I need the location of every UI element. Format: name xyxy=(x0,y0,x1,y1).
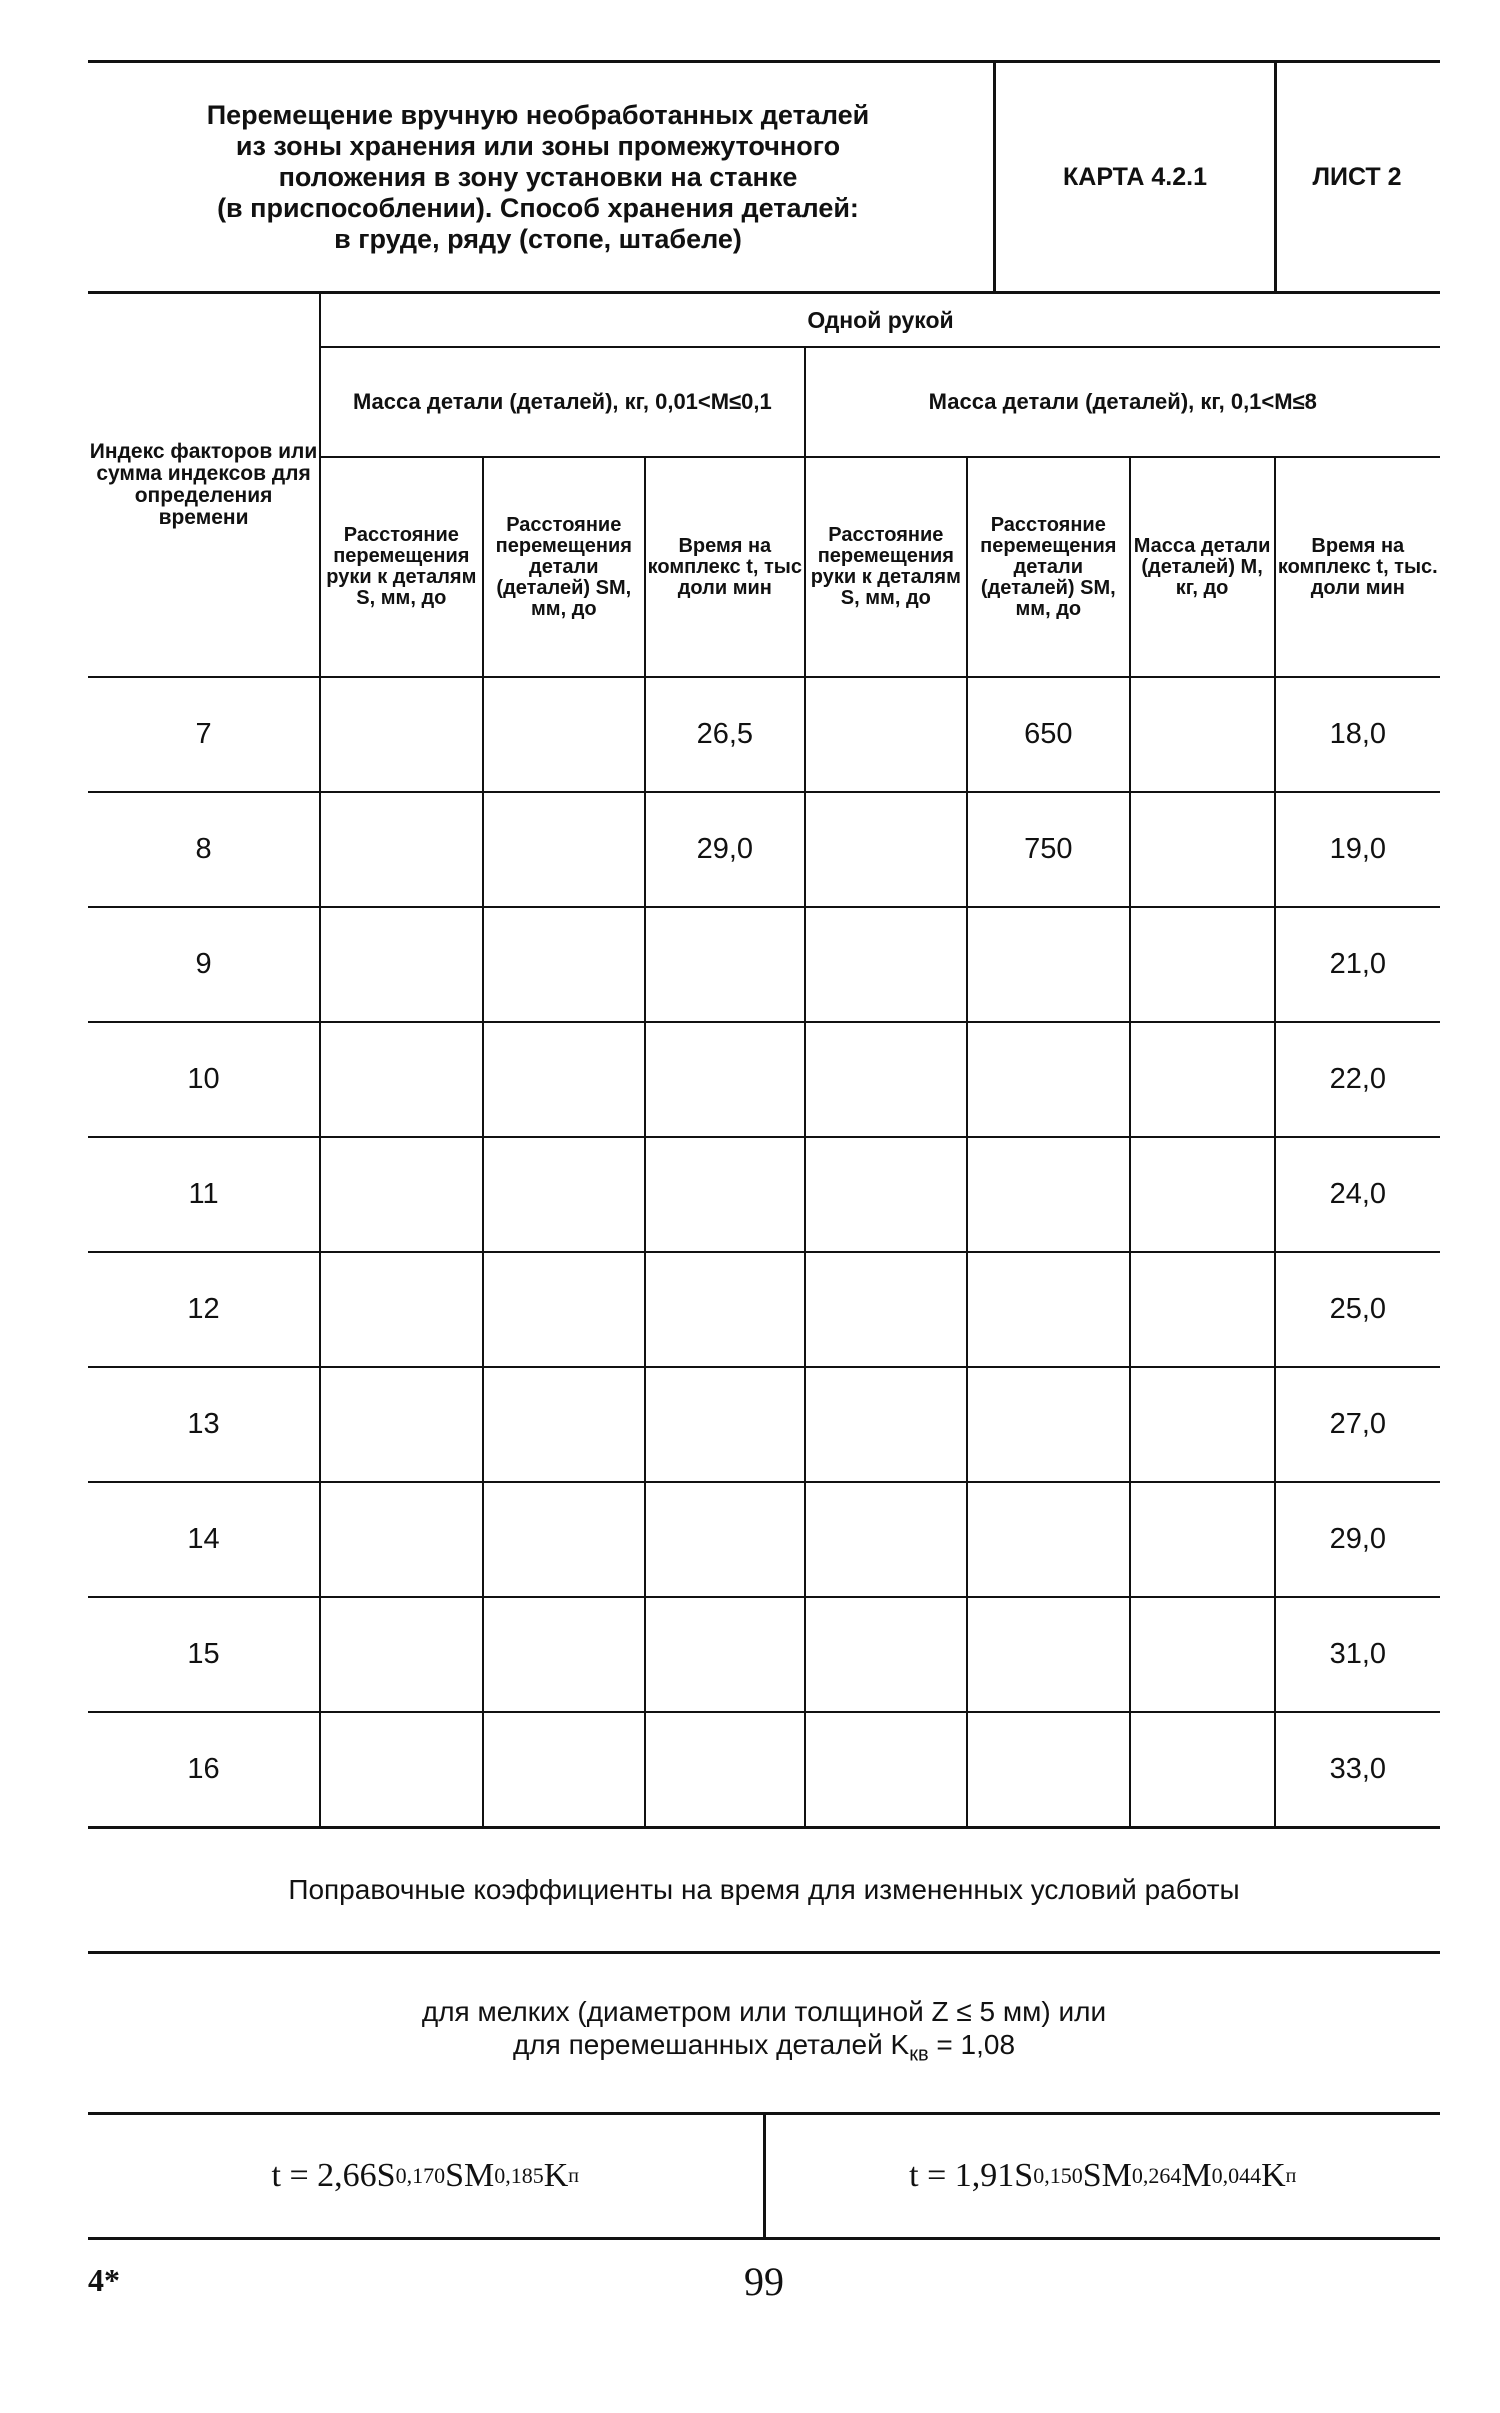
value-cell xyxy=(967,1252,1129,1367)
column-header: Расстояние перемещения детали (деталей) SM, мм, до xyxy=(967,457,1129,677)
value-cell xyxy=(967,1482,1129,1597)
value-cell: 750 xyxy=(967,792,1129,907)
table-row xyxy=(88,1712,1440,1828)
table-row xyxy=(88,907,1440,1022)
value-cell xyxy=(645,1597,805,1712)
formula-left: t = 2,66S 0,170 SM 0,185 K п xyxy=(271,2157,579,2194)
one-hand-header: Одной рукой xyxy=(320,294,1440,347)
title-line: из зоны хранения или зоны промежуточного xyxy=(235,130,841,161)
value-cell xyxy=(320,1712,482,1828)
title-line: положения в зону установки на станке xyxy=(278,161,798,192)
value-cell xyxy=(320,792,482,907)
document-page xyxy=(88,60,1440,2320)
value-cell xyxy=(320,1252,482,1367)
table-row xyxy=(88,677,1440,792)
table-row xyxy=(88,1137,1440,1252)
index-cell: 12 xyxy=(88,1252,320,1367)
column-header: Масса детали (деталей) M, кг, до xyxy=(1130,457,1275,677)
correction-heading: Поправочные коэффициенты на время для измененных условий работы xyxy=(88,1829,1440,1954)
index-cell: 11 xyxy=(88,1137,320,1252)
index-cell: 13 xyxy=(88,1367,320,1482)
value-cell xyxy=(645,1712,805,1828)
card-number: КАРТА 4.2.1 xyxy=(993,63,1277,291)
value-cell xyxy=(320,677,482,792)
table-row xyxy=(88,1482,1440,1597)
value-cell xyxy=(645,1252,805,1367)
table-row xyxy=(88,1597,1440,1712)
column-header: Время на комплекс t, тыс доли мин xyxy=(645,457,805,677)
index-cell: 9 xyxy=(88,907,320,1022)
value-cell: 31,0 xyxy=(1275,1597,1440,1712)
value-cell xyxy=(483,1482,645,1597)
value-cell xyxy=(967,1597,1129,1712)
title-line: в груде, ряду (стопе, штабеле) xyxy=(334,223,742,254)
mass-range-left-header: Масса детали (деталей), кг, 0,01<M≤0,1 xyxy=(320,347,805,457)
value-cell xyxy=(967,1137,1129,1252)
value-cell xyxy=(483,1712,645,1828)
value-cell xyxy=(320,1022,482,1137)
value-cell xyxy=(483,907,645,1022)
value-cell xyxy=(1130,1252,1275,1367)
value-cell: 21,0 xyxy=(1275,907,1440,1022)
value-cell xyxy=(483,1022,645,1137)
index-cell: 14 xyxy=(88,1482,320,1597)
page-footer xyxy=(88,2240,1440,2320)
index-header: Индекс факторов или сумма индексов для определения времени xyxy=(88,294,320,677)
index-cell: 7 xyxy=(88,677,320,792)
value-cell: 27,0 xyxy=(1275,1367,1440,1482)
card-title xyxy=(88,63,988,291)
title-line: (в приспособлении). Способ хранения деталей: xyxy=(217,192,859,223)
value-cell xyxy=(967,1022,1129,1137)
value-cell xyxy=(967,907,1129,1022)
value-cell: 33,0 xyxy=(1275,1712,1440,1828)
value-cell xyxy=(805,907,967,1022)
value-cell xyxy=(645,1137,805,1252)
value-cell xyxy=(805,1252,967,1367)
value-cell xyxy=(1130,677,1275,792)
value-cell xyxy=(320,1597,482,1712)
value-cell xyxy=(805,1367,967,1482)
formula-right: t = 1,91S 0,150 SM 0,264 M 0,044 K п xyxy=(763,2115,1441,2237)
correction-condition xyxy=(88,1954,1440,2115)
value-cell xyxy=(805,792,967,907)
card-header xyxy=(88,60,1440,294)
value-cell xyxy=(805,1712,967,1828)
value-cell xyxy=(645,1367,805,1482)
mass-range-right-header: Масса детали (деталей), кг, 0,1<M≤8 xyxy=(805,347,1440,457)
page-number: 99 xyxy=(744,2259,784,2304)
value-cell: 29,0 xyxy=(645,792,805,907)
value-cell xyxy=(320,1482,482,1597)
value-cell: 29,0 xyxy=(1275,1482,1440,1597)
value-cell xyxy=(1130,1022,1275,1137)
value-cell: 22,0 xyxy=(1275,1022,1440,1137)
index-cell: 10 xyxy=(88,1022,320,1137)
value-cell: 26,5 xyxy=(645,677,805,792)
table-row xyxy=(88,1022,1440,1137)
column-header: Время на комплекс t, тыс. доли мин xyxy=(1275,457,1440,677)
value-cell xyxy=(483,1252,645,1367)
value-cell: 650 xyxy=(967,677,1129,792)
column-header: Расстояние перемещения руки к деталям S, мм, до xyxy=(805,457,967,677)
value-cell xyxy=(320,1137,482,1252)
value-cell xyxy=(1130,1137,1275,1252)
value-cell xyxy=(805,1597,967,1712)
value-cell xyxy=(320,1367,482,1482)
value-cell: 25,0 xyxy=(1275,1252,1440,1367)
table-row xyxy=(88,792,1440,907)
formulas-row xyxy=(88,2115,1440,2240)
value-cell xyxy=(1130,1597,1275,1712)
title-line: Перемещение вручную необработанных деталей xyxy=(206,99,870,130)
value-cell xyxy=(967,1367,1129,1482)
table-row xyxy=(88,1367,1440,1482)
index-cell: 15 xyxy=(88,1597,320,1712)
value-cell xyxy=(645,1022,805,1137)
value-cell xyxy=(1130,1482,1275,1597)
value-cell: 24,0 xyxy=(1275,1137,1440,1252)
value-cell xyxy=(483,677,645,792)
footnote-mark: 4* xyxy=(88,2262,120,2298)
sheet-number: ЛИСТ 2 xyxy=(1312,162,1402,191)
value-cell xyxy=(483,1597,645,1712)
index-cell: 16 xyxy=(88,1712,320,1828)
value-cell xyxy=(645,1482,805,1597)
value-cell xyxy=(805,677,967,792)
column-header: Расстояние перемещения руки к деталям S, мм, до xyxy=(320,457,482,677)
condition-line: для перемешанных деталей $K_{кв} = 1,08$ xyxy=(512,2028,1016,2066)
value-cell xyxy=(1130,1367,1275,1482)
value-cell xyxy=(320,907,482,1022)
value-cell: 18,0 xyxy=(1275,677,1440,792)
column-header: Расстояние перемещения детали (деталей) SM, мм, до xyxy=(483,457,645,677)
value-cell xyxy=(483,1137,645,1252)
time-norms-table xyxy=(88,294,1440,1829)
value-cell xyxy=(805,1482,967,1597)
value-cell xyxy=(483,792,645,907)
condition-line: для мелких (диаметром или толщиной Z ≤ 5 мм) или xyxy=(421,1995,1107,2027)
table-row xyxy=(88,1252,1440,1367)
value-cell xyxy=(1130,1712,1275,1828)
value-cell: 19,0 xyxy=(1275,792,1440,907)
value-cell xyxy=(1130,907,1275,1022)
index-cell: 8 xyxy=(88,792,320,907)
value-cell xyxy=(805,1137,967,1252)
value-cell xyxy=(805,1022,967,1137)
value-cell xyxy=(645,907,805,1022)
value-cell xyxy=(483,1367,645,1482)
value-cell xyxy=(1130,792,1275,907)
value-cell xyxy=(967,1712,1129,1828)
